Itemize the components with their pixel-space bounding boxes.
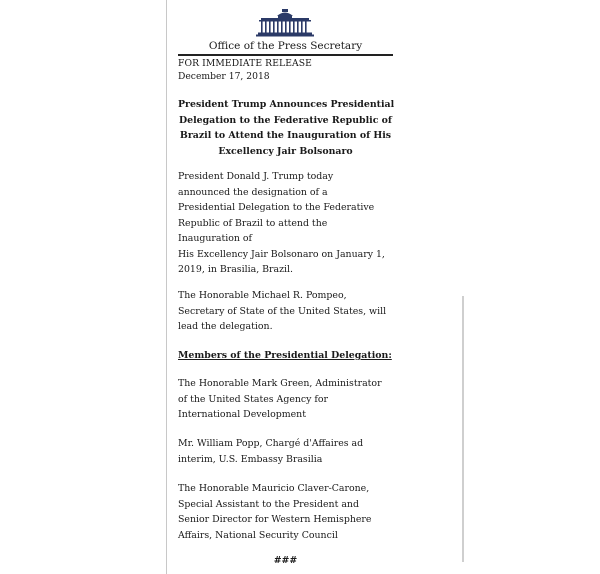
paragraph-line: President Donald J. Trump today bbox=[178, 171, 334, 182]
delegation-lead-paragraph bbox=[178, 288, 393, 335]
scroll-track[interactable] bbox=[462, 296, 464, 562]
member-line: Special Assistant to the President and bbox=[178, 498, 359, 510]
end-mark: ### bbox=[273, 555, 298, 566]
member-line: International Development bbox=[178, 409, 306, 420]
paragraph-line: His Excellency Jair Bolsonaro on January 1, bbox=[178, 248, 385, 260]
member-line: interim, U.S. Embassy Brasilia bbox=[178, 453, 323, 465]
release-label: FOR IMMEDIATE RELEASE bbox=[178, 58, 312, 69]
headline-line: President Trump Announces Presidential bbox=[178, 99, 395, 110]
member-line: Affairs, National Security Council bbox=[178, 529, 338, 541]
paragraph-line: Secretary of State of the United States, will bbox=[178, 305, 387, 317]
member-line: of the United States Agency for bbox=[178, 393, 329, 405]
headline-line: Excellency Jair Bolsonaro bbox=[218, 145, 353, 157]
member-line: Mr. William Popp, Chargé d'Affaires ad bbox=[178, 438, 364, 449]
member-line: Senior Director for Western Hemisphere bbox=[178, 514, 372, 525]
members-heading: Members of the Presidential Delegation: bbox=[178, 350, 392, 361]
headline bbox=[178, 97, 393, 159]
paragraph-line: Republic of Brazil to attend the bbox=[178, 217, 328, 229]
paragraph-line: announced the designation of a bbox=[178, 186, 328, 198]
member-line: The Honorable Mauricio Claver-Carone, bbox=[178, 483, 370, 494]
office-title: Office of the Press Secretary bbox=[208, 40, 363, 52]
paragraph-line: The Honorable Michael R. Pompeo, bbox=[178, 290, 347, 301]
white-house-icon bbox=[255, 9, 315, 37]
member-item bbox=[178, 481, 393, 543]
letterhead-divider bbox=[178, 54, 393, 56]
paragraph-line: Presidential Delegation to the Federative bbox=[178, 202, 375, 213]
headline-line: Brazil to Attend the Inauguration of His bbox=[179, 130, 392, 141]
page-left-border bbox=[166, 0, 167, 574]
member-item bbox=[178, 376, 393, 423]
paragraph-line: 2019, in Brasilia, Brazil. bbox=[178, 264, 294, 275]
headline-line: Delegation to the Federative Republic of bbox=[179, 114, 392, 126]
member-line: The Honorable Mark Green, Administrator bbox=[178, 378, 382, 389]
paragraph-line: Inauguration of bbox=[178, 233, 253, 244]
announcement-paragraph bbox=[178, 169, 393, 278]
release-date: December 17, 2018 bbox=[178, 71, 270, 82]
paragraph-line: lead the delegation. bbox=[178, 321, 273, 332]
member-item bbox=[178, 436, 393, 467]
